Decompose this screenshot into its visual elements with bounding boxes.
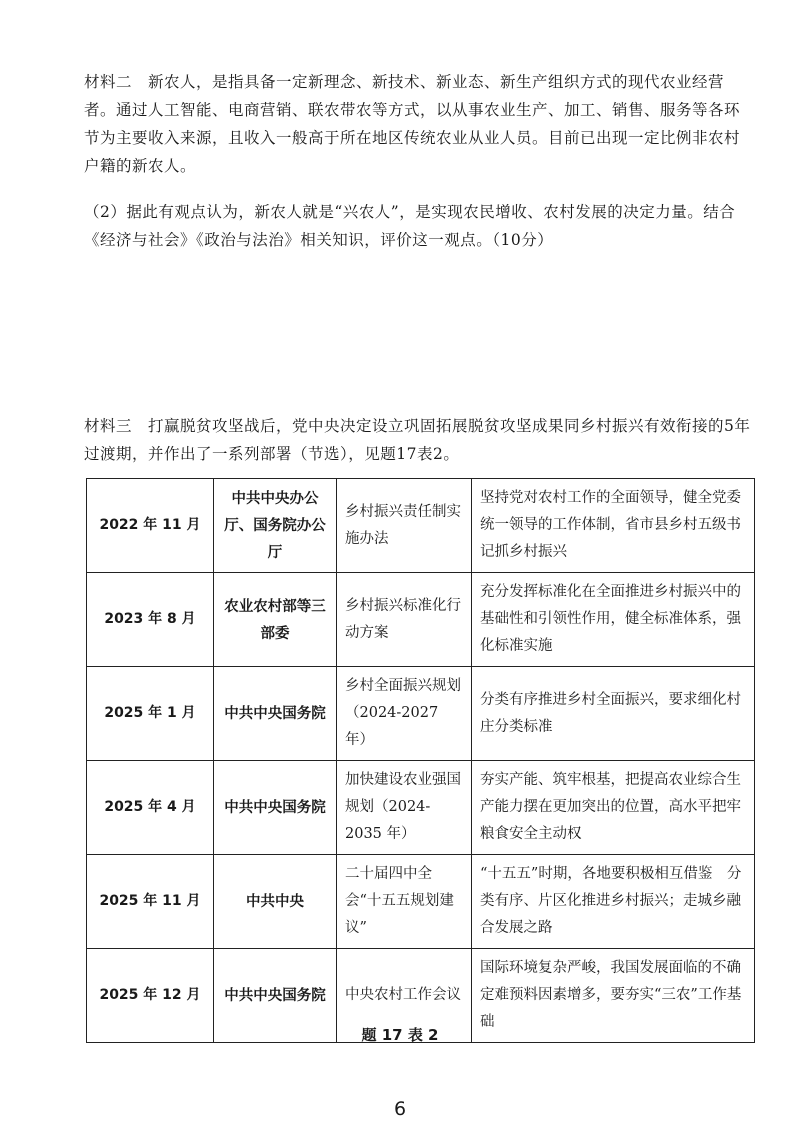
table-row [87, 573, 755, 667]
table-cell-date: 2025 年 4 月 [87, 761, 214, 855]
table-cell-doc: 乡村振兴标准化行动方案 [337, 573, 472, 667]
table-cell-content: “十五五”时期，各地要积极相互借鉴 分类有序、片区化推进乡村振兴；走城乡融合发展之路 [472, 855, 755, 949]
material-three-text: 材料三 打赢脱贫攻坚战后，党中央决定设立巩固拓展脱贫攻坚成果同乡村振兴有效衔接的5年过渡期，并作出了一系列部署（节选），见题17表2。 [84, 417, 751, 463]
table-cell-content: 夯实产能、筑牢根基，把提高农业综合生产能力摆在更加突出的位置，高水平把牢粮食安全主动权 [472, 761, 755, 855]
table-row [87, 667, 755, 761]
table-cell-org: 中共中央国务院 [214, 761, 337, 855]
table-cell-doc: 加快建设农业强国规划（2024-2035 年） [337, 761, 472, 855]
table-row [87, 761, 755, 855]
policy-table [86, 478, 755, 1043]
table-cell-date: 2025 年 1 月 [87, 667, 214, 761]
table-cell-doc: 二十届四中全会“十五五规划建议” [337, 855, 472, 949]
table-cell-doc: 乡村振兴责任制实施办法 [337, 479, 472, 573]
table-cell-date: 2022 年 11 月 [87, 479, 214, 573]
table-cell-content: 分类有序推进乡村全面振兴，要求细化村庄分类标准 [472, 667, 755, 761]
question-two-paragraph [84, 198, 754, 254]
page-number: 6 [393, 1098, 407, 1120]
table-cell-date: 2023 年 8 月 [87, 573, 214, 667]
table-cell-org: 中共中央国务院 [214, 949, 337, 1043]
table-cell-org: 中共中央国务院 [214, 667, 337, 761]
table-row [87, 855, 755, 949]
material-two-text: 材料二 新农人，是指具备一定新理念、新技术、新业态、新生产组织方式的现代农业经营者。通过人工智能、电商营销、联农带农等方式，以从事农业生产、加工、销售、服务等各环节为主要收入来源，且收入一般高于所在地区传统农业从业人员。目前已出现一定比例非农村户籍的新农人。 [84, 73, 741, 175]
material-three-paragraph [84, 412, 754, 468]
material-two-paragraph [84, 68, 754, 180]
table-cell-org: 中共中央办公厅、国务院办公厅 [214, 479, 337, 573]
table-cell-content: 国际环境复杂严峻，我国发展面临的不确定难预料因素增多，要夯实“三农”工作基础 [472, 949, 755, 1043]
question-two-text: （2）据此有观点认为，新农人就是“兴农人”，是实现农民增收、农村发展的决定力量。结合《经济与社会》《政治与法治》相关知识，评价这一观点。（10分） [84, 203, 736, 249]
table-cell-content: 充分发挥标准化在全面推进乡村振兴中的基础性和引领性作用，健全标准体系，强化标准实施 [472, 573, 755, 667]
table-row [87, 479, 755, 573]
table-cell-org: 中共中央 [214, 855, 337, 949]
table-cell-date: 2025 年 11 月 [87, 855, 214, 949]
table-caption: 题 17 表 2 [361, 1026, 439, 1044]
table-cell-doc: 乡村全面振兴规划（2024-2027 年） [337, 667, 472, 761]
table-cell-org: 农业农村部等三部委 [214, 573, 337, 667]
table-cell-date: 2025 年 12 月 [87, 949, 214, 1043]
table-cell-doc: 中央农村工作会议 [337, 949, 472, 1043]
table-cell-content: 坚持党对农村工作的全面领导，健全党委统一领导的工作体制，省市县乡村五级书记抓乡村振兴 [472, 479, 755, 573]
